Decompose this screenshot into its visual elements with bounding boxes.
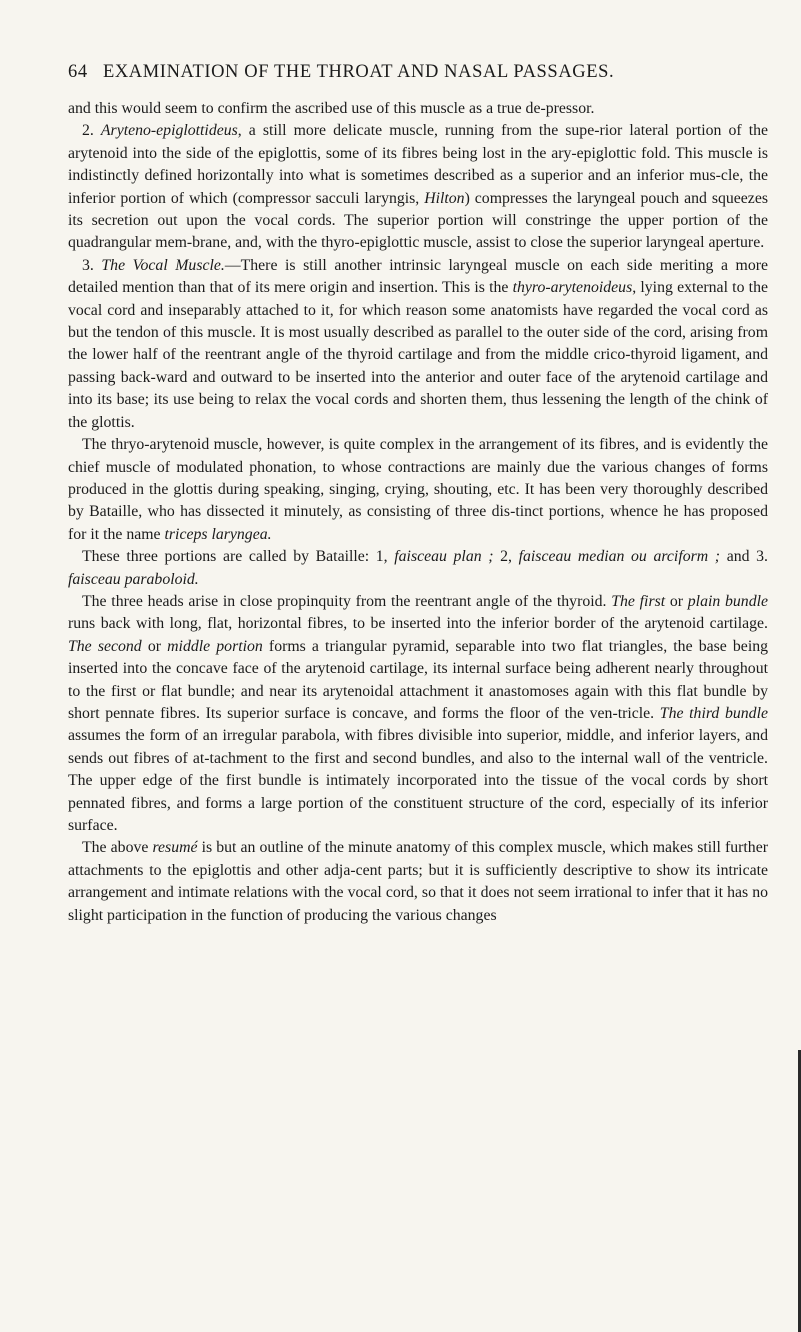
- running-title: EXAMINATION OF THE THROAT AND NASAL PASSAGES.: [102, 62, 615, 82]
- paragraph-vocal-muscle: 3. The Vocal Muscle.—There is still another intrinsic laryngeal muscle on each side meriting a more detailed mention than that of its mere origin and insertion. This is the thyro-arytenoideus, lying external to the vocal cord and inseparably attached to it, for which reason some anatomists have regarded the vocal cord as but the tendon of this muscle. It is most usually described as parallel to the outer side of the cord, arising from the lower half of the reentrant angle of the thyroid cartilage and from the middle crico-thyroid ligament, and passing back-ward and outward to be inserted into the anterior and outer face of the arytenoid cartilage and into its base; its use being to relax the vocal cords and shorten them, thus lessening the length of the chink of the glottis.: [68, 256, 768, 431]
- term-italic: resumé: [152, 839, 198, 857]
- term-italic: triceps laryngea.: [164, 525, 272, 543]
- term-italic: faisceau paraboloid.: [68, 570, 199, 588]
- paragraph-resume: The above resumé is but an outline of the minute anatomy of this complex muscle, which makes still further attachments to the epiglottis and other adja-cent parts; but it is sufficiently descriptive to show its intricate arrangement and intimate relations with the vocal cord, so that it does not seem irrational to infer that it has no slight participation in the function of producing the various changes: [68, 839, 768, 924]
- section-heading-italic: The Vocal Muscle.: [101, 256, 225, 274]
- muscle-name-italic: thyro-arytenoideus: [512, 279, 633, 297]
- paragraph-aryteno-epiglottideus: 2. Aryteno-epiglottideus, a still more delicate muscle, running from the supe-rior lateral portion of the arytenoid into the side of the epiglottis, some of its fibres being lost in the ary-epiglottic fold. This muscle is indistinctly defined horizontally into what is sometimes described as a superior and an inferior mus-cle, the inferior portion of which (compressor sacculi laryngis, Hilton) compresses the laryngeal pouch and squeezes its secretion out upon the vocal cords. The superior portion will constringe the upper portion of the quadrangular mem-brane, and, with the thyro-epiglottic muscle, assist to close the superior laryngeal aperture.: [68, 122, 769, 252]
- running-header: [68, 62, 768, 83]
- paragraph-three-heads: The three heads arise in close propinquity from the reentrant angle of the thyroid. The first or plain bundle runs back with long, flat, horizontal fibres, to be inserted into the inferior border of the arytenoid cartilage. The second or middle portion forms a triangular pyramid, separable into two flat triangles, the base being inserted into the concave face of the arytenoid cartilage, its internal surface being adherent nearly throughout to the first or flat bundle; and near its arytenoidal attachment it anastomoses again with this flat bundle by short pennate fibres. Its superior surface is concave, and forms the floor of the ven-tricle. The third bundle assumes the form of an irregular parabola, with fibres divisible into superior, middle, and inferior layers, and sends out fibres of at-tachment to the first and second bundles, and also to the internal wall of the ventricle. The upper edge of the first bundle is intimately incorporated into the tissue of the vocal cords by short pennated fibres, and forms a large portion of the constituent structure of the cord, especially of its inferior surface.: [68, 592, 769, 834]
- muscle-name-italic: Aryteno-epiglottideus: [100, 122, 238, 140]
- term-italic: faisceau plan ;: [394, 548, 494, 566]
- paragraph-three-portions: These three portions are called by Bataille: 1, faisceau plan ; 2, faisceau median ou arciform ; and 3. faisceau paraboloid.: [68, 548, 768, 588]
- paragraph-continuation: and this would seem to confirm the ascribed use of this muscle as a true de-pressor.: [68, 100, 595, 117]
- term-italic: faisceau median ou arciform ;: [518, 548, 721, 566]
- author-name-italic: Hilton: [424, 189, 465, 207]
- page-number: 64: [68, 62, 88, 82]
- book-page: [68, 62, 768, 927]
- paragraph-thyro-arytenoid: The thryo-arytenoid muscle, however, is quite complex in the arrangement of its fibres, and is evidently the chief muscle of modulated phonation, to whose contractions are mainly due the various changes of forms produced in the glottis during speaking, singing, crying, shouting, etc. It has been very thoroughly described by Bataille, who has dissected it minutely, as consisting of three dis-tinct portions, whence he has proposed for it the name triceps laryngea.: [68, 436, 768, 543]
